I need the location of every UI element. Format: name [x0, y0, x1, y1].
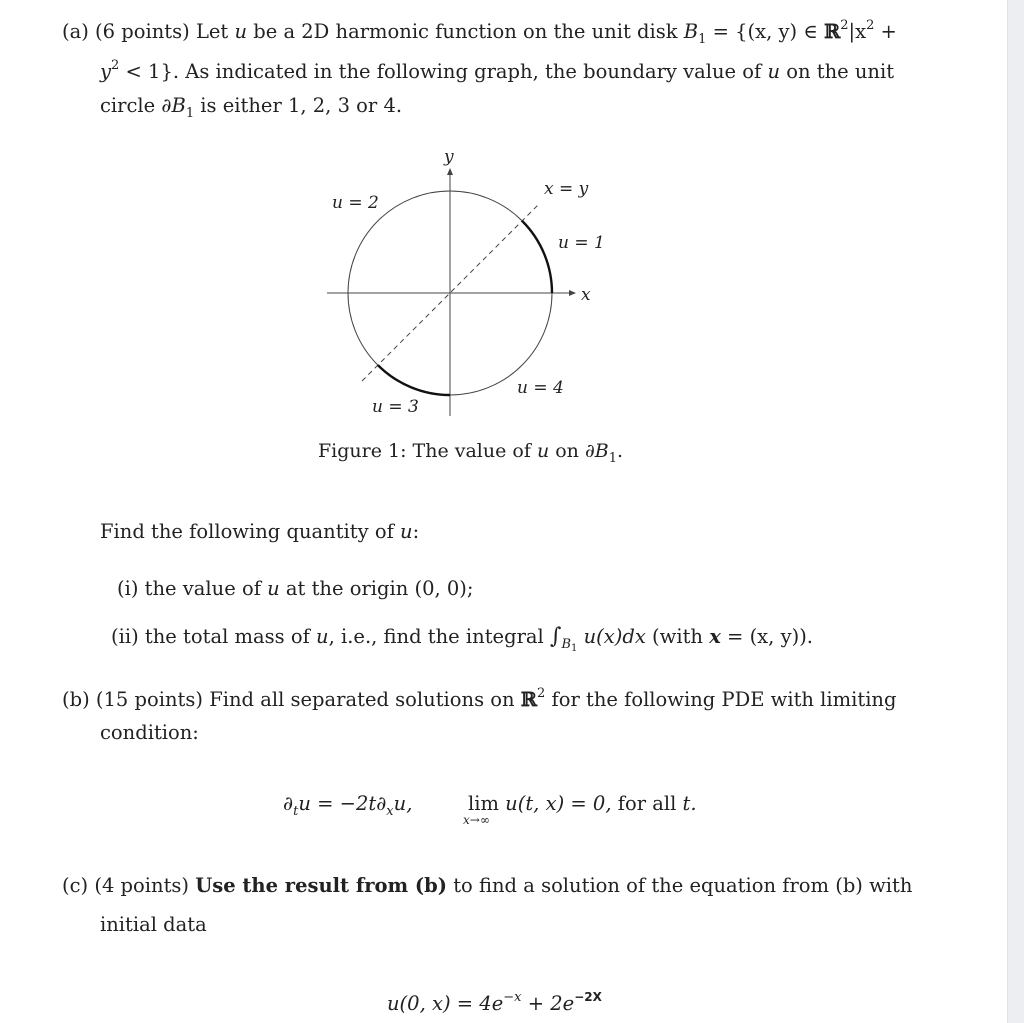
- part-b-text-end: for the following PDE with limiting: [551, 688, 897, 711]
- initial-eq-main: u(0, x) = 4e: [387, 992, 504, 1015]
- part-c-text-end: to find a solution of the equation from (b) with: [453, 874, 913, 897]
- part-a-be-text: be a 2D harmonic function on the unit disk: [253, 20, 678, 43]
- set-B: B: [683, 20, 699, 43]
- part-b-line2: condition:: [100, 721, 199, 744]
- part-a-line2-end: on the unit: [786, 60, 895, 83]
- part-a-line3-start: circle: [100, 94, 156, 117]
- var-u: u: [400, 520, 413, 543]
- part-c-line-2: [100, 913, 207, 937]
- label-u-1: u = 1: [558, 233, 605, 253]
- label-u-4: u = 4: [517, 378, 564, 398]
- integral-sign: ∫: [549, 624, 562, 649]
- arc-u-1: [522, 221, 552, 293]
- part-c-points: (4 points): [94, 874, 190, 897]
- integral-domain: B: [561, 637, 571, 652]
- item-ii-rest: , i.e., find the integral: [328, 625, 544, 648]
- label-u-3: u = 3: [372, 397, 419, 417]
- lim-word: lim: [468, 792, 499, 815]
- part-c-line-1: [62, 874, 912, 898]
- with-eq: = (x, y)).: [727, 625, 814, 648]
- part-b-points: (15 points): [95, 688, 203, 711]
- part-c-bold: Use the result from (b): [195, 874, 448, 897]
- caption-dB: ∂B: [584, 440, 609, 462]
- integral-domain-sub: 1: [571, 643, 578, 654]
- initial-eq-sup2: −2X: [574, 990, 602, 1004]
- limit-condition: [468, 792, 697, 816]
- set-B-sub: 1: [698, 32, 707, 47]
- part-a-line-2: [100, 54, 894, 84]
- find-intro-text: Find the following quantity of: [100, 520, 394, 543]
- item-ii-text: the total mass of: [144, 625, 310, 648]
- item-ii-label: (ii): [111, 625, 139, 648]
- part-a-label: (a): [62, 20, 89, 43]
- lim-t: t.: [682, 792, 697, 815]
- reals-symbol: ℝ: [824, 20, 841, 43]
- item-i-rest: at the origin (0, 0);: [285, 577, 474, 600]
- initial-data-equation: [387, 985, 602, 1016]
- initial-eq-plus: + 2e: [521, 992, 575, 1015]
- caption-u: u: [536, 440, 550, 462]
- var-y: y: [100, 60, 112, 83]
- part-a-points: (6 points): [95, 20, 190, 43]
- part-b-text: Find all separated solutions on: [209, 688, 515, 711]
- scrollbar-track[interactable]: [1007, 0, 1024, 1023]
- var-u: u: [234, 20, 248, 43]
- colon: :: [412, 520, 420, 543]
- item-i-text: the value of: [144, 577, 261, 600]
- bold-x: x: [709, 625, 721, 648]
- x-axis-arrow: [569, 290, 576, 296]
- label-u-2: u = 2: [332, 193, 379, 213]
- pde-equation: [283, 792, 412, 824]
- part-a-line3-end: is either 1, 2, 3 or 4.: [200, 94, 403, 117]
- reals-sup: 2: [840, 18, 849, 33]
- set-def-1: = {(x, y) ∈: [712, 20, 824, 43]
- item-ii: [111, 625, 813, 661]
- part-b-label: (b): [62, 688, 90, 711]
- part-a-line2-text: < 1}. As indicated in the following graph, the boundary value of: [119, 60, 762, 83]
- pde-mid: u = −2t∂: [298, 792, 387, 815]
- find-intro: [100, 520, 419, 544]
- set-def-2: |x: [848, 20, 867, 43]
- caption-end: .: [617, 440, 624, 462]
- y-axis-arrow: [447, 168, 453, 175]
- part-c-label: (c): [62, 874, 89, 897]
- pde-end: u,: [393, 792, 413, 815]
- part-b-line-1: [62, 682, 896, 712]
- part-b-line-2: [100, 721, 199, 745]
- reals-symbol: ℝ: [520, 688, 538, 711]
- item-i: [117, 577, 473, 601]
- boundary-dB: ∂B: [161, 94, 186, 117]
- reals-sup: 2: [537, 686, 546, 701]
- diagonal-label: x = y: [544, 179, 589, 199]
- partial-x-sub: x: [386, 804, 394, 819]
- y-axis-label: y: [444, 147, 454, 167]
- arc-u-3: [378, 365, 450, 395]
- boundary-dB-sub: 1: [185, 106, 195, 121]
- caption-sub: 1: [608, 451, 618, 466]
- partial-t-sub: t: [293, 804, 299, 819]
- figure-caption: [318, 439, 623, 471]
- x-axis-label: x: [581, 285, 591, 305]
- caption-prefix: Figure 1: The value of: [318, 440, 531, 462]
- var-u: u: [767, 60, 781, 83]
- lim-expr: u(t, x) = 0,: [505, 792, 612, 815]
- var-u: u: [316, 625, 329, 648]
- plus-sign: +: [874, 20, 897, 43]
- unit-circle-figure: [300, 140, 640, 430]
- part-a-intro: Let: [195, 20, 229, 43]
- part-a-line-3: [100, 94, 402, 126]
- y-sup: 2: [111, 58, 120, 73]
- var-u: u: [267, 577, 280, 600]
- lim-for: for all: [617, 792, 677, 815]
- caption-on: on: [555, 440, 579, 462]
- with-text: (with: [652, 625, 703, 648]
- lim-subscript: x→∞: [463, 813, 490, 827]
- part-c-line2: initial data: [100, 913, 207, 936]
- partial-t: ∂: [283, 792, 294, 815]
- x-sup: 2: [866, 18, 875, 33]
- initial-eq-sup1: −x: [503, 990, 522, 1005]
- part-a-line-1: [62, 14, 897, 52]
- item-i-label: (i): [117, 577, 139, 600]
- integrand: u(x)dx: [583, 625, 646, 648]
